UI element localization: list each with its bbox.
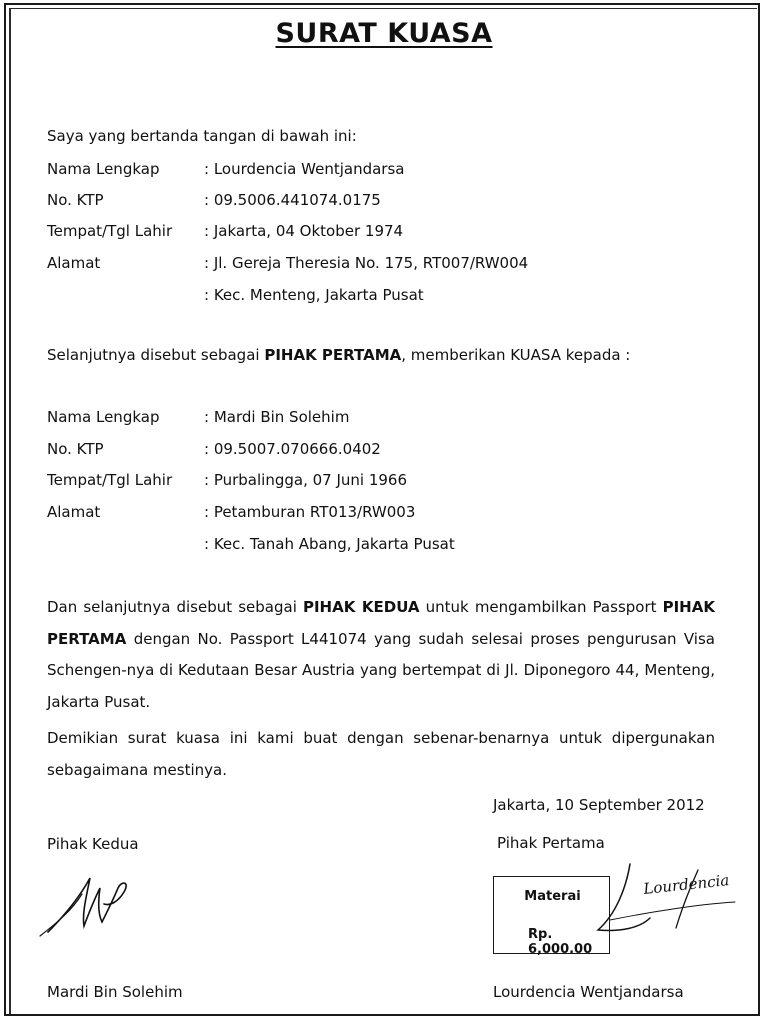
first-party-address-line2: : Kec. Menteng, Jakarta Pusat xyxy=(204,286,424,304)
document-title: SURAT KUASA xyxy=(275,18,493,49)
second-party-name-value: : Mardi Bin Solehim xyxy=(204,408,350,426)
left-signatory-role: Pihak Kedua xyxy=(47,835,139,853)
second-party-address-value: : Petamburan RT013/RW003 xyxy=(204,503,416,521)
intro-text: Saya yang bertanda tangan di bawah ini: xyxy=(47,127,357,145)
second-party-address-line2: : Kec. Tanah Abang, Jakarta Pusat xyxy=(204,535,455,553)
left-signatory-name: Mardi Bin Solehim xyxy=(47,983,183,1001)
right-signatory-name: Lourdencia Wentjandarsa xyxy=(493,983,684,1001)
right-signature xyxy=(590,858,740,948)
stamp-label: Materai xyxy=(524,889,581,904)
right-signatory-role: Pihak Pertama xyxy=(497,834,605,852)
body-paragraph: Dan selanjutnya disebut sebagai PIHAK KEDUA untuk mengambilkan Passport PIHAK PERTAMA dengan No. Passport L441074 yang sudah selesai proses pengurusan Visa Schengen-nya di Kedutaan Besar Austria yang bertempat di Jl. Diponegoro 44, Menteng, Jakarta Pusat. xyxy=(47,598,715,711)
second-party-birth-value: : Purbalingga, 07 Juni 1966 xyxy=(204,471,408,489)
first-party-ktp-value: : 09.5006.441074.0175 xyxy=(204,191,381,209)
first-party-birth-label: Tempat/Tgl Lahir xyxy=(47,222,173,240)
second-party-ktp-value: : 09.5007.070666.0402 xyxy=(204,440,381,458)
left-signature xyxy=(38,870,148,940)
statement-text: Selanjutnya disebut sebagai PIHAK PERTAMA, memberikan KUASA kepada : xyxy=(47,346,631,364)
second-party-address-label: Alamat xyxy=(47,503,101,521)
second-party-ktp-label: No. KTP xyxy=(47,440,104,458)
first-party-name-label: Nama Lengkap xyxy=(47,160,160,178)
closing-paragraph: Demikian surat kuasa ini kami buat dengan sebenar-benarnya untuk dipergunakan sebagaimana mestinya. xyxy=(47,729,715,779)
first-party-address-value: : Jl. Gereja Theresia No. 175, RT007/RW004 xyxy=(204,254,529,272)
second-party-birth-label: Tempat/Tgl Lahir xyxy=(47,471,173,489)
first-party-name-value: : Lourdencia Wentjandarsa xyxy=(204,160,405,178)
right-signature-handwriting: Lourdencia xyxy=(642,871,731,898)
place-date: Jakarta, 10 September 2012 xyxy=(493,796,705,814)
first-party-birth-value: : Jakarta, 04 Oktober 1974 xyxy=(204,222,404,240)
second-party-name-label: Nama Lengkap xyxy=(47,408,160,426)
first-party-address-label: Alamat xyxy=(47,254,101,272)
stamp-value: Rp. 6,000.00 xyxy=(528,927,593,957)
first-party-ktp-label: No. KTP xyxy=(47,191,104,209)
